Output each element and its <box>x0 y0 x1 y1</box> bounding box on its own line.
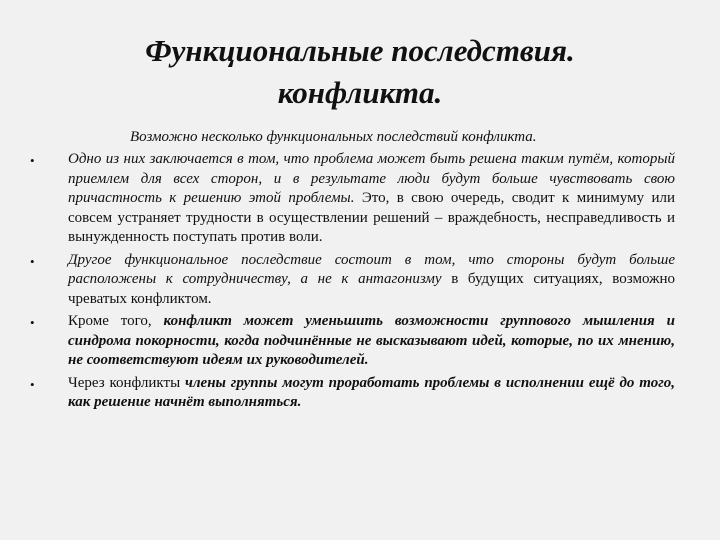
list-item <box>30 374 675 413</box>
bullet-list <box>30 150 675 416</box>
item-text-bold-italic: конфликт может уменьшить возможности группового мышления и синдрома покорности, когда подчинённые не высказывают идей, которые, по их мнению, не соответствуют идеям их руководителей. <box>68 313 675 368</box>
item-text-bold-italic: члены группы могут проработать проблемы в исполнении ещё до того, как решение начнёт выполняться. <box>68 374 675 410</box>
item-text-italic: Одно из них заключается в том, что проблема может быть решена таким путём, который приемлем для всех сторон, и в результате люди будут больше чувствовать свою причастность к решению этой проблемы. <box>68 151 675 206</box>
list-item <box>30 150 675 248</box>
bullet-icon: • <box>30 153 35 168</box>
bullet-icon: • <box>30 315 35 330</box>
title-line-1: Функциональные последствия. <box>145 33 575 68</box>
item-text-italic: Другое функциональное последствие состоит в том, что стороны будут больше расположены к сотрудничеству, а не к антагонизму <box>68 251 675 287</box>
item-text-regular: Кроме того, <box>68 313 164 329</box>
item-text-regular: в будущих ситуациях, возможно чреватых конфликтом. <box>68 271 675 307</box>
intro-text: Возможно несколько функциональных последствий конфликта. <box>130 129 537 145</box>
bullet-icon: • <box>30 376 35 392</box>
item-text-regular: Через конфликты <box>68 374 185 391</box>
slide-title <box>0 30 720 114</box>
bullet-icon: • <box>30 253 35 269</box>
title-line-2: конфликта. <box>277 75 443 110</box>
list-item <box>30 251 675 310</box>
list-item <box>30 312 675 371</box>
item-text-regular: Это, в свою очередь, сводит к минимуму или совсем устраняет трудности в осуществлении решений – враждебность, несправедливость и вынужденность поступать против воли. <box>68 190 675 245</box>
